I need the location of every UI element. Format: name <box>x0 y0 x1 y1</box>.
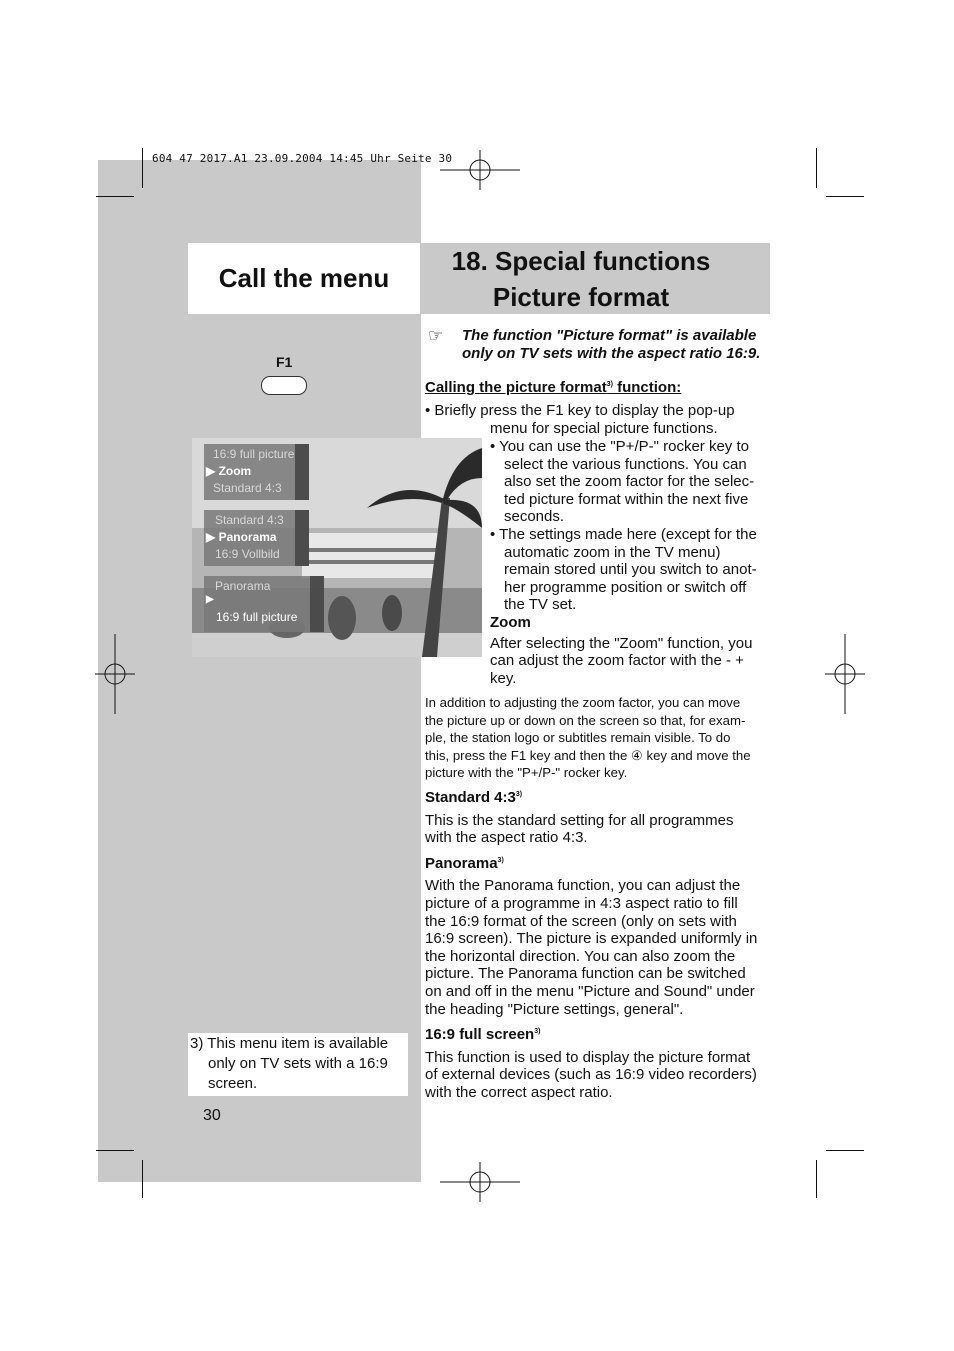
bullet-list <box>490 438 757 687</box>
bullet-item: • You can use the "P+/P-" rocker key to select the various functions. You can also set the zoom factor for the selec- ted picture format within the next five seconds. <box>490 438 755 526</box>
osd-menu-item: 16:9 full picture <box>213 447 295 461</box>
standard-heading: Standard 4:3$^{3)}$ <box>425 789 523 806</box>
left-page-title: Call the menu <box>218 263 390 293</box>
intro-paragraph: • Briefly press the F1 key to display the pop-up menu for special picture functions. <box>425 402 735 437</box>
format-sections <box>425 786 757 1102</box>
osd-menu-item: Panorama <box>215 579 271 593</box>
osd-menu-item-selected: ▶ Zoom <box>206 464 252 478</box>
osd-menu-2 <box>204 510 309 566</box>
footnote: 3) This menu item is available only on TV sets with a 16:9 screen. <box>190 1035 389 1092</box>
osd-menu-item-selected: 16:9 full picture <box>216 610 298 624</box>
zoom-heading: Zoom <box>490 613 531 631</box>
panorama-text: With the Panorama function, you can adjust the picture of a programme in 4:3 aspect ratio to fill the 16:9 format of the screen (only on sets with 16:9 screen). The picture is expanded uniformly in the horizontal direction. You can also zoom the picture. The Panorama function can be switched on and off in the menu "Picture and Sound" under the heading "Picture settings, general". <box>425 877 758 1018</box>
osd-menu-scrollbar <box>295 510 309 566</box>
osd-menu-item: Standard 4:3 <box>213 481 282 495</box>
bullet-item: • The settings made here (except for the automatic zoom in the TV menu) remain stored until you switch to anot- her programme position or switch off the TV set. <box>490 525 757 614</box>
f1-key-icon <box>261 376 307 395</box>
osd-menu-scrollbar <box>310 576 324 632</box>
fullscreen-text: This function is used to display the picture format of external devices (such as 16:9 video recorders) with the correct aspect ratio. <box>425 1048 757 1101</box>
osd-menu-arrow-icon: ▶ <box>206 594 214 605</box>
right-title-line2: Picture format <box>492 282 670 312</box>
print-line: 604 47 2017.A1 23.09.2004 14:45 Uhr Seite 30 <box>152 152 453 165</box>
availability-note: The function "Picture format" is available only on TV sets with the aspect ratio 16:9. <box>462 327 761 362</box>
fullscreen-heading: 16:9 full screen$^{3)}$ <box>425 1026 541 1044</box>
osd-menu-scrollbar <box>295 444 309 500</box>
standard-text: This is the standard setting for all programmes with the aspect ratio 4:3. <box>425 811 734 847</box>
panorama-heading: Panorama$^{3)}$ <box>425 854 504 872</box>
registration-mark-bottom <box>440 1162 520 1202</box>
osd-menu-item-selected: ▶ Panorama <box>206 530 277 544</box>
registration-mark-left <box>95 634 135 714</box>
f1-label: F1 <box>276 354 293 370</box>
osd-menu-3 <box>204 576 324 632</box>
zoom-text: After selecting the "Zoom" function, you can adjust the zoom factor with the - + key. <box>490 634 753 687</box>
right-page-title <box>421 243 741 315</box>
pointing-hand-icon: ☞ <box>428 326 444 346</box>
osd-menu-1 <box>204 444 309 500</box>
zoom-details: In addition to adjusting the zoom factor, you can move the picture up or down on the screen so that, for exam- ple, the station logo or subtitles remain visible. To do this, press the F1 key and then the ④ key and move the picture with the "P+/P-" rocker key. <box>425 695 751 781</box>
right-title-line1: 18. Special functions <box>451 246 711 276</box>
tv-screen-photo <box>192 438 482 657</box>
osd-menu-item: Standard 4:3 <box>215 513 284 527</box>
osd-menu-item: 16:9 Vollbild <box>215 547 280 561</box>
registration-mark-right <box>825 634 865 714</box>
page-number: 30 <box>203 1107 221 1124</box>
calling-heading: Calling the picture format$^{3)}$ function: <box>425 379 682 396</box>
